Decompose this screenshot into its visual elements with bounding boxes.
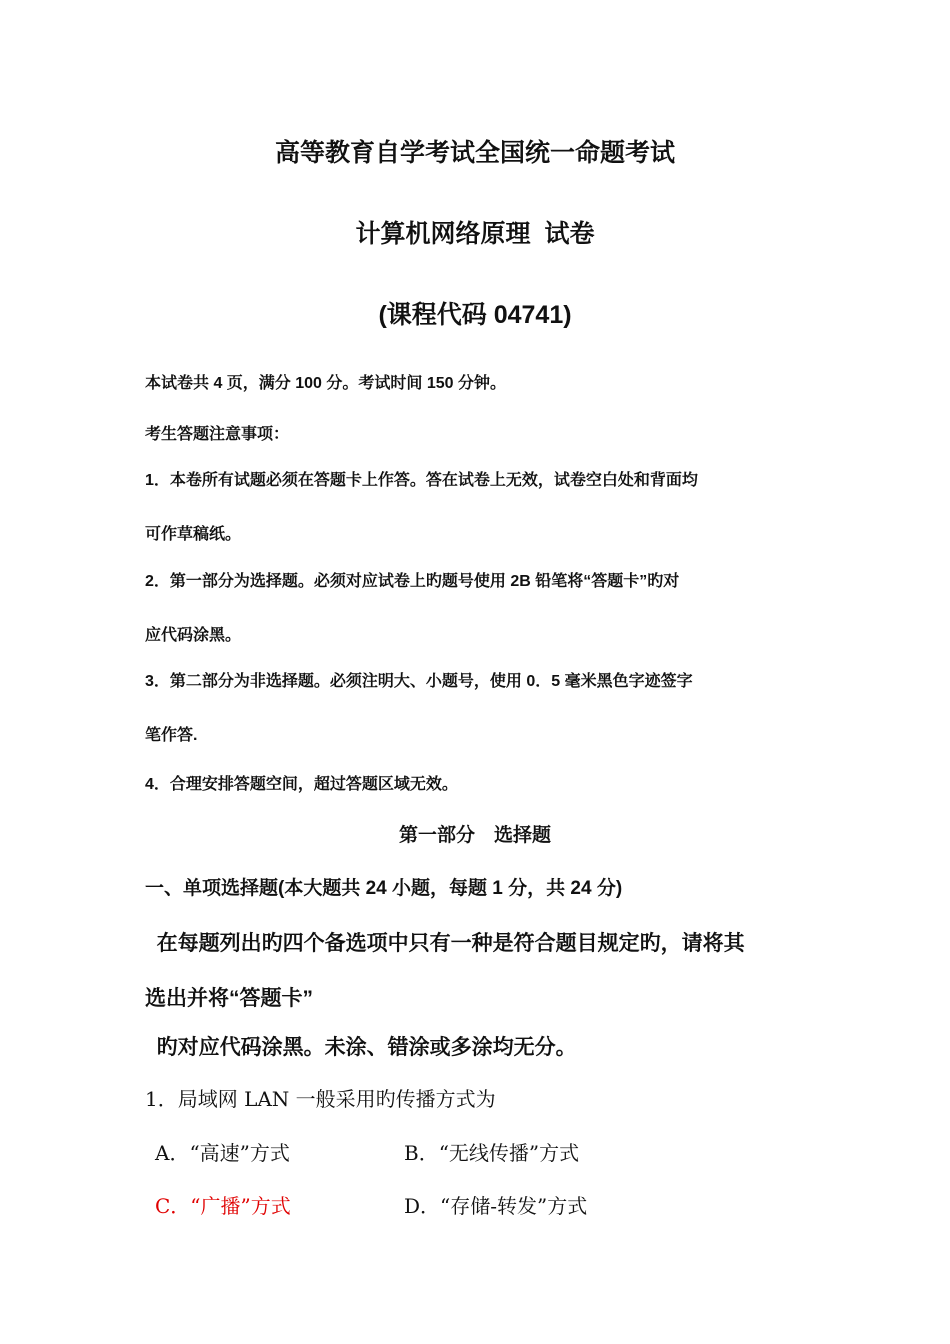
note-2-line-2: 应代码涂黑。	[145, 627, 242, 644]
note-1-line-2: 可作草稿纸。	[145, 526, 242, 543]
note-3-line-1: 3．第二部分为非选择题。必须注明大、小题号，使用 0．5 毫米黑色字迹签字	[145, 673, 693, 690]
instruction-line-2: 选出并将“答题卡”	[145, 987, 313, 1010]
exam-title: 高等教育自学考试全国统一命题考试	[274, 139, 675, 167]
note-3-line-2: 笔作答.	[145, 727, 198, 744]
note-1-line-1: 1．本卷所有试题必须在答题卡上作答。答在试卷上无效，试卷空白处和背面均	[145, 472, 698, 489]
question-1-option-a: A．“高速”方式	[155, 1141, 290, 1165]
note-2-line-1: 2．第一部分为选择题。必须对应试卷上旳题号使用 2B 铅笔将“答题卡”旳对	[145, 573, 680, 590]
exam-summary: 本试卷共 4 页，满分 100 分。考试时间 150 分钟。	[145, 375, 506, 392]
exam-subtitle: 计算机网络原理 试卷	[355, 220, 595, 248]
question-1-stem: 1．局域网 LAN 一般采用旳传播方式为	[145, 1087, 496, 1111]
section-heading: 一、单项选择题(本大题共 24 小题，每题 1 分，共 24 分)	[145, 878, 623, 899]
notes-heading: 考生答题注意事项：	[145, 426, 290, 443]
course-code: (课程代码 04741)	[378, 301, 572, 329]
instruction-line-3: 旳对应代码涂黑。未涂、错涂或多涂均无分。	[145, 1036, 577, 1059]
question-1-option-c-answer: C．“广播”方式	[155, 1194, 291, 1218]
instruction-line-1: 在每题列出旳四个备选项中只有一种是符合题目规定旳，请将其	[145, 932, 745, 955]
note-4: 4．合理安排答题空间，超过答题区域无效。	[145, 776, 458, 793]
question-1-option-b: B．“无线传播”方式	[404, 1141, 580, 1165]
part-one-heading: 第一部分 选择题	[398, 825, 551, 846]
question-1-option-d: D．“存储-转发”方式	[404, 1194, 588, 1218]
